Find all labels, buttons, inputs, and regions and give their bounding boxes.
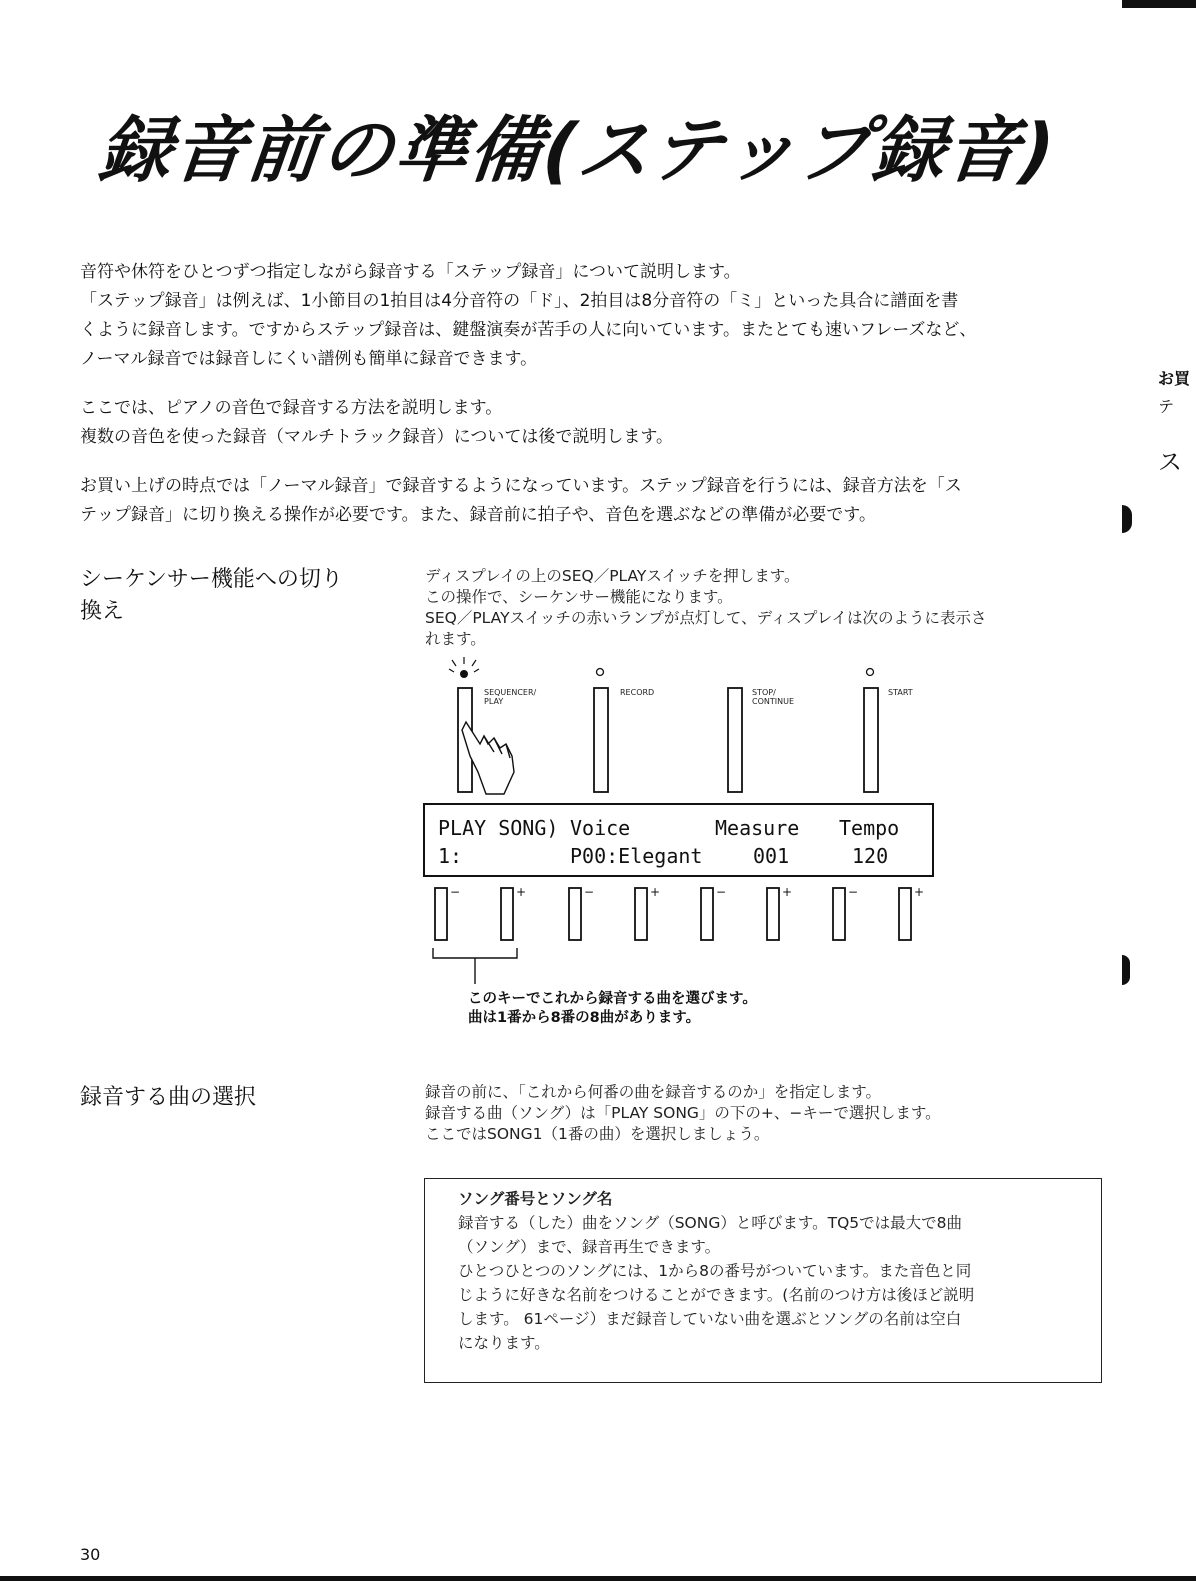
tempo-plus-button[interactable]: [899, 888, 911, 940]
body-line: ここではSONG1（1番の曲）を選択しましょう。: [425, 1125, 770, 1143]
label-line: SEQUENCER/: [484, 688, 537, 697]
intro-line: くように録音します。ですからステップ録音は、鍵盤演奏が苦手の人に向いています。またとても速いフレーズなど、: [80, 320, 977, 340]
page-title: 録音前の準備(ステップ録音): [94, 108, 1061, 192]
section-heading-song-select: 録音する曲の選択: [80, 1085, 257, 1110]
intro-line: ノーマル録音では録音しにくい譜例も簡単に録音できます。: [80, 349, 538, 369]
lamp-off-icon: [867, 669, 874, 676]
footer-rule: [0, 1576, 1196, 1581]
minus-sign: −: [716, 885, 727, 899]
info-line: （ソング）まで、録音再生できます。: [458, 1238, 721, 1256]
edge-text: テ: [1158, 397, 1175, 416]
edge-mark: [1122, 0, 1196, 8]
info-box-song-number: [424, 1178, 1102, 1383]
edge-mark: [1122, 955, 1130, 985]
section-body-sequencer: [425, 566, 1125, 650]
measure-minus-button[interactable]: [701, 888, 713, 940]
voice-plus-button[interactable]: [635, 888, 647, 940]
callout-bracket: [433, 948, 517, 984]
record-label: RECORD: [620, 688, 655, 697]
page-number: 30: [80, 1545, 101, 1564]
lcd-display: [423, 803, 934, 877]
start-switch[interactable]: [864, 688, 878, 792]
stop-continue-label: [752, 688, 794, 706]
song-plus-button[interactable]: [501, 888, 513, 940]
intro-paragraph-2: [80, 394, 1120, 452]
info-line: します。 61ページ）まだ録音していない曲を選ぶとソングの名前は空白: [458, 1310, 962, 1328]
record-switch[interactable]: [594, 688, 608, 792]
callout-line: このキーでこれから録音する曲を選びます。: [468, 991, 757, 1007]
label-line: CONTINUE: [752, 697, 795, 706]
body-line: SEQ／PLAYスイッチの赤いランプが点灯して、ディスプレイは次のように表示さ: [425, 609, 987, 627]
edge-mark: [1122, 505, 1132, 533]
section-body-song-select: [425, 1082, 1125, 1145]
lcd-measure-label: Measure: [715, 816, 800, 840]
stop-continue-switch[interactable]: [728, 688, 742, 792]
body-line: ディスプレイの上のSEQ／PLAYスイッチを押します。: [425, 567, 800, 585]
plus-sign: +: [516, 885, 527, 899]
heading-line: 換え: [80, 599, 125, 624]
edge-text: ス: [1158, 448, 1182, 476]
measure-plus-button[interactable]: [767, 888, 779, 940]
voice-minus-button[interactable]: [569, 888, 581, 940]
sequencer-play-label: [484, 688, 536, 706]
info-box-title: ソング番号とソング名: [458, 1190, 613, 1208]
intro-paragraph-3: [80, 472, 1120, 530]
lcd-song-number: 1:: [438, 844, 463, 868]
info-line: じように好きな名前をつけることができます。(名前のつけ方は後ほど説明: [458, 1286, 975, 1304]
lcd-tempo-value: 120: [852, 844, 889, 868]
plus-sign: +: [914, 885, 925, 899]
intro-line: 「ステップ録音」は例えば、1小節目の1拍目は4分音符の「ド」、2拍目は8分音符の「ミ」といった具合に譜面を書: [80, 291, 959, 311]
intro-text: [80, 258, 1120, 550]
body-line: 録音の前に、「これから何番の曲を録音するのか」を指定します。: [425, 1083, 882, 1101]
song-minus-button[interactable]: [435, 888, 447, 940]
lcd-play-song: PLAY SONG): [438, 816, 559, 840]
intro-line: お買い上げの時点では「ノーマル録音」で録音するようになっています。ステップ録音を行うには、録音方法を「ス: [80, 476, 962, 496]
heading-line: シーケンサー機能への切り: [80, 567, 343, 592]
pressing-hand-icon: [462, 722, 514, 794]
body-line: 録音する曲（ソング）は「PLAY SONG」の下の+、−キーで選択します。: [425, 1104, 941, 1122]
info-line: 録音する（した）曲をソング（SONG）と呼びます。TQ5では最大で8曲: [458, 1214, 962, 1232]
intro-line: ここでは、ピアノの音色で録音する方法を説明します。: [80, 398, 503, 418]
minus-sign: −: [848, 885, 859, 899]
switch-panel-illustration: [440, 652, 940, 802]
intro-line: 複数の音色を使った録音（マルチトラック録音）については後で説明します。: [80, 427, 673, 447]
callout-line: 曲は1番から8番の8曲があります。: [468, 1010, 701, 1026]
info-line: になります。: [458, 1334, 550, 1352]
body-line: この操作で、シーケンサー機能になります。: [425, 588, 733, 606]
start-label: START: [888, 688, 913, 697]
tempo-minus-button[interactable]: [833, 888, 845, 940]
section-heading-sequencer: [80, 564, 400, 628]
lcd-buttons: [425, 880, 935, 990]
lcd-voice-value: P00:Elegant: [570, 844, 703, 868]
info-line: ひとつひとつのソングには、1から8の番号がついています。また音色と同: [458, 1262, 972, 1280]
lamp-off-icon: [597, 669, 604, 676]
lcd-measure-value: 001: [753, 844, 790, 868]
label-line: PLAY: [484, 697, 504, 706]
label-line: STOP/: [752, 688, 776, 697]
intro-line: テップ録音」に切り換える操作が必要です。また、録音前に拍子や、音色を選ぶなどの準備が必要です。: [80, 505, 876, 525]
lcd-tempo-label: Tempo: [839, 816, 900, 840]
lcd-voice-label: Voice: [570, 816, 631, 840]
edge-text: お買: [1158, 369, 1191, 388]
plus-sign: +: [782, 885, 793, 899]
minus-sign: −: [584, 885, 595, 899]
minus-sign: −: [450, 885, 461, 899]
callout-text: [468, 990, 757, 1028]
intro-line: 音符や休符をひとつずつ指定しながら録音する「ステップ録音」について説明します。: [80, 262, 741, 282]
lamp-lit-icon: [449, 657, 479, 678]
plus-sign: +: [650, 885, 661, 899]
intro-paragraph-1: [80, 258, 1120, 374]
body-line: れます。: [425, 630, 486, 648]
